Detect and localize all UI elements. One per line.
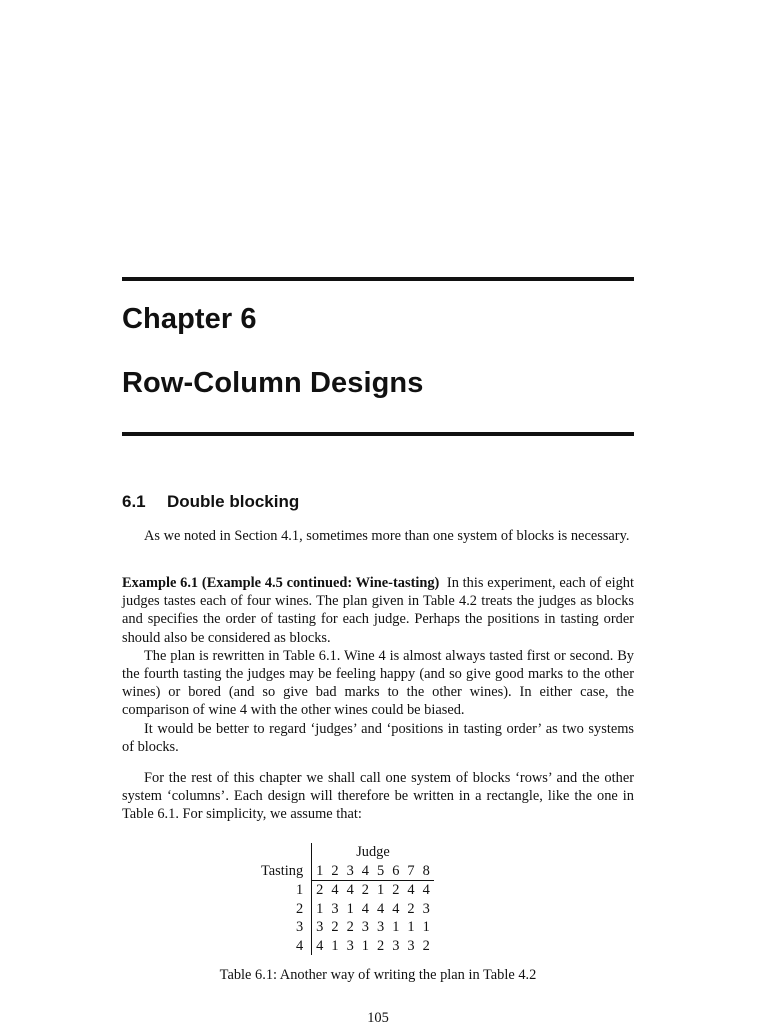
judge-column-header: 1: [312, 862, 328, 881]
table-cell: 3: [376, 919, 385, 935]
table-cell: 4: [331, 882, 339, 898]
table-cell: 3: [392, 937, 400, 954]
table-row: [257, 900, 434, 919]
table-cell: 1: [376, 882, 385, 898]
table-caption: Table 6.1: Another way of writing the plan in Table 4.2: [219, 967, 537, 983]
judge-column-header: 2: [327, 862, 342, 881]
judge-column-header: 6: [388, 862, 403, 881]
chapter-bottom-rule: [122, 432, 634, 436]
tasting-row-label: 2: [295, 900, 304, 917]
table-cell: 4: [422, 882, 430, 898]
chapter-top-rule: [122, 277, 634, 281]
judge-column-header: 5: [373, 862, 388, 881]
chapter-title: Row-Column Designs: [122, 367, 424, 399]
table-cell: 2: [422, 937, 430, 954]
table-cell: 1: [361, 937, 369, 954]
table-group-row: [257, 843, 434, 862]
table-cell: 1: [422, 919, 430, 935]
tasting-row-label: 1: [295, 881, 304, 898]
section-heading: [122, 492, 299, 512]
judge-column-header: 4: [358, 862, 373, 881]
example-paragraph-3: It would be better to regard ‘judges’ and ‘positions in tasting order’ as two systems of blocks.: [122, 720, 634, 755]
table-cell: 3: [331, 900, 339, 917]
table-cell: 3: [361, 919, 369, 935]
judge-column-header: 3: [343, 862, 358, 881]
section-title: Double blocking: [167, 492, 300, 511]
table-cell: 4: [361, 900, 369, 917]
example-paragraph-2: The plan is rewritten in Table 6.1. Wine 4 is almost always tasted first or second. By the fourth tasting the judges may be feeling happy (and so give good marks to the other wines) or bored (and so give bad marks to the other wines). In either case, the comparison of wine 4 with the other wines could be biased.: [122, 647, 634, 719]
judge-column-header: 8: [419, 862, 434, 881]
table-cell: 1: [331, 937, 339, 954]
table-row: [257, 918, 434, 937]
table-cell: 2: [331, 919, 339, 935]
table-cell: 3: [407, 937, 415, 954]
section-number: 6.1: [122, 492, 146, 511]
intro-paragraph: As we noted in Section 4.1, sometimes more than one system of blocks is necessary.: [144, 528, 630, 544]
example-text-1: In this experiment, each of eight judges tastes each of four wines. The plan given in Table 4.2 treats the judges as blocks and specifies the order of tasting for each judge. Perhaps the positions in tasting order should also be considered as blocks.: [122, 575, 634, 646]
table-cell: 1: [346, 900, 354, 917]
tasting-row-header: Tasting: [261, 862, 304, 879]
table-cell: 4: [376, 900, 385, 917]
table-cell: 2: [312, 881, 328, 900]
judge-column-header: 7: [403, 862, 418, 881]
chapter-label: Chapter 6: [122, 303, 257, 335]
table-cell: 2: [407, 900, 415, 917]
table-cell: 4: [346, 882, 354, 898]
table-cell: 2: [361, 882, 369, 898]
tasting-row-label: 4: [295, 937, 304, 954]
plan-table: [257, 843, 434, 955]
table-cell: 2: [392, 882, 400, 898]
table-cell: 4: [312, 937, 328, 956]
table-cell: 1: [312, 900, 328, 919]
table-cell: 2: [376, 937, 385, 954]
table-cell: 1: [392, 919, 400, 935]
table-header-row: [257, 862, 434, 881]
table-cell: 1: [407, 919, 415, 935]
rest-paragraph: For the rest of this chapter we shall call one system of blocks ‘rows’ and the other system ‘columns’. Each design will therefore be written in a rectangle, like the one in Table 6.1. For simplicity, we assume that:: [122, 770, 634, 823]
example-paragraph-1: [122, 574, 634, 647]
table-cell: 4: [407, 882, 415, 898]
page-number: 105: [367, 1010, 389, 1026]
table-corner-cell: [257, 843, 312, 862]
table-row: [257, 881, 434, 900]
example-heading: Example 6.1 (Example 4.5 continued: Wine-tasting): [122, 575, 440, 591]
tasting-row-label: 3: [295, 919, 304, 935]
table-cell: 3: [312, 918, 328, 937]
judge-group-label: Judge: [312, 843, 434, 862]
example-block: [122, 574, 634, 756]
table-row: [257, 937, 434, 956]
table-cell: 2: [346, 919, 354, 935]
table-cell: 4: [392, 900, 400, 917]
table-cell: 3: [422, 900, 430, 917]
table-cell: 3: [346, 937, 354, 954]
